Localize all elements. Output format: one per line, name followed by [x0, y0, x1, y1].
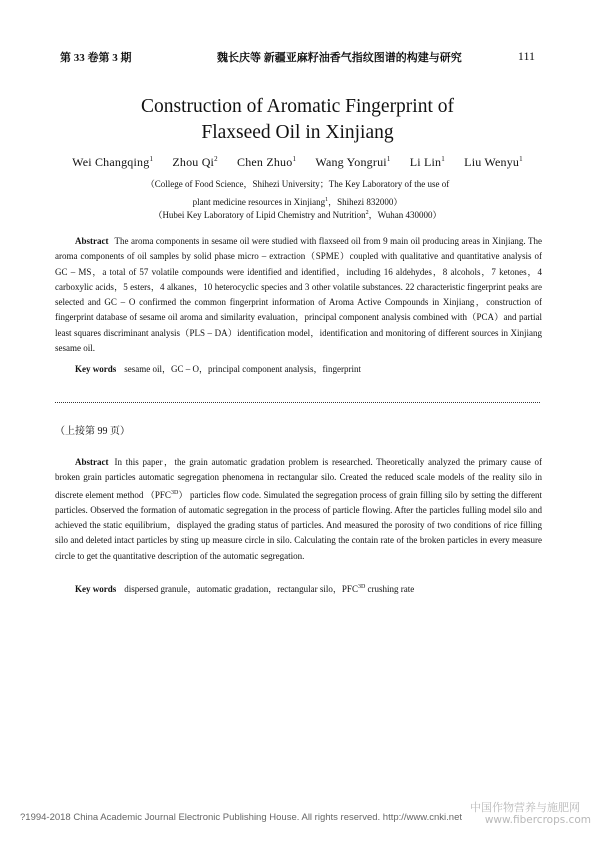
author: Zhou Qi$^2$ — [172, 155, 218, 169]
section-divider — [55, 402, 540, 403]
author: Liu Wenyu$^1$ — [464, 155, 523, 169]
watermark-cn: 中国作物营养与施肥网 — [470, 801, 580, 814]
abstract-english — [55, 234, 542, 356]
continued-from-note: （上接第 99 页） — [55, 426, 130, 437]
article-title-line-2: Flaxseed Oil in Xinjiang — [201, 122, 394, 143]
copyright-footer: ?1994-2018 China Academic Journal Electronic Publishing House. All rights reserved. http://www.cnki.net — [20, 812, 462, 823]
abstract-label: Abstract — [75, 236, 109, 246]
author: Wang Yongrui$^1$ — [315, 155, 391, 169]
volume-issue: 第 33 卷第 3 期 — [60, 52, 132, 64]
affiliation-line: （Hubei Key Laboratory of Lipid Chemistry and Nutrition$^2$，Wuhan 430000） — [153, 210, 442, 220]
author: Wei Changqing$^1$ — [72, 155, 154, 169]
keywords-text: dispersed granule，automatic gradation，rectangular silo，$PFC^{3D}$ crushing rate — [124, 584, 415, 594]
author: Li Lin$^1$ — [409, 155, 445, 169]
abstract-label: Abstract — [75, 457, 109, 467]
article-title — [0, 94, 595, 146]
abstract-text: The aroma components in sesame oil were studied with flaxseed oil from 9 main oil producing areas in Xinjiang. The aroma components of oil samples by solid phase micro – extraction（SPME）coupled with qualitative and quantitative analysis of GC – MS，a total of 57 volatile compounds were identified and identified，including 16 aldehydes，8 alcohols，7 ketones，4 carboxylic acids，5 esters，4 alkanes，10 heterocyclic species and 3 other volatile substances. 22 characteristic fingerprint peaks are selected and GC – O confirmed the common fingerprint information of Aroma Active Compounds in Xinjiang，construction of fingerprint database of sesame oil aroma and similarity evaluation，principal component analysis combined with（PCA）and partial least squares discriminant analysis（PLS – DA）identification model，identification and monitoring of different sources in Xinjiang sesame oil. — [55, 236, 542, 354]
affiliation-line: plant medicine resources in Xinjiang$^1$，Shihezi 832000） — [192, 197, 403, 207]
page-number: 111 — [517, 49, 535, 63]
keywords-2 — [75, 582, 414, 595]
running-head — [60, 49, 535, 65]
abstract-english-2 — [55, 455, 542, 564]
keywords-label: Key words — [75, 364, 117, 374]
article-title-line-1: Construction of Aromatic Fingerprint of — [140, 96, 455, 117]
affiliation-line: （College of Food Science，Shihezi University；The Key Laboratory of the use of — [145, 179, 450, 189]
keywords — [75, 362, 361, 375]
keywords-text: sesame oil，GC – O，principal component analysis，fingerprint — [124, 364, 361, 374]
author-list — [0, 155, 595, 170]
author: Chen Zhuo$^1$ — [237, 155, 297, 169]
running-head-title: 魏长庆等 新疆亚麻籽油香气指纹图谱的构建与研究 — [217, 52, 462, 64]
watermark-url: www.fibercrops.com — [484, 814, 591, 826]
keywords-label: Key words — [75, 584, 117, 594]
watermark — [470, 801, 595, 827]
abstract-text: In this paper，the grain automatic gradation problem is researched. Theoretically analyzed the primary cause of broken grain particles automatic segregation phenomena in rectangular silo. Created the reduced scale models of the reality silo in discrete element method $(PFC^{3D})$ particles flow code. Simulated the segregation process of grain filling silo by setting the different particles. Observed the formation of automatic segregation in the process of particle flowing. After the particles fulling model silo and achieved the static equilibrium，displayed the grading status of particles. And measured the porosity of two conditions of rice filling silo and deleted intact particles by sting up measure circle in silo. Calculating the contain rate of the broken particles in every measure circle to get the quantitative description of the automatic segregation. — [55, 457, 542, 561]
